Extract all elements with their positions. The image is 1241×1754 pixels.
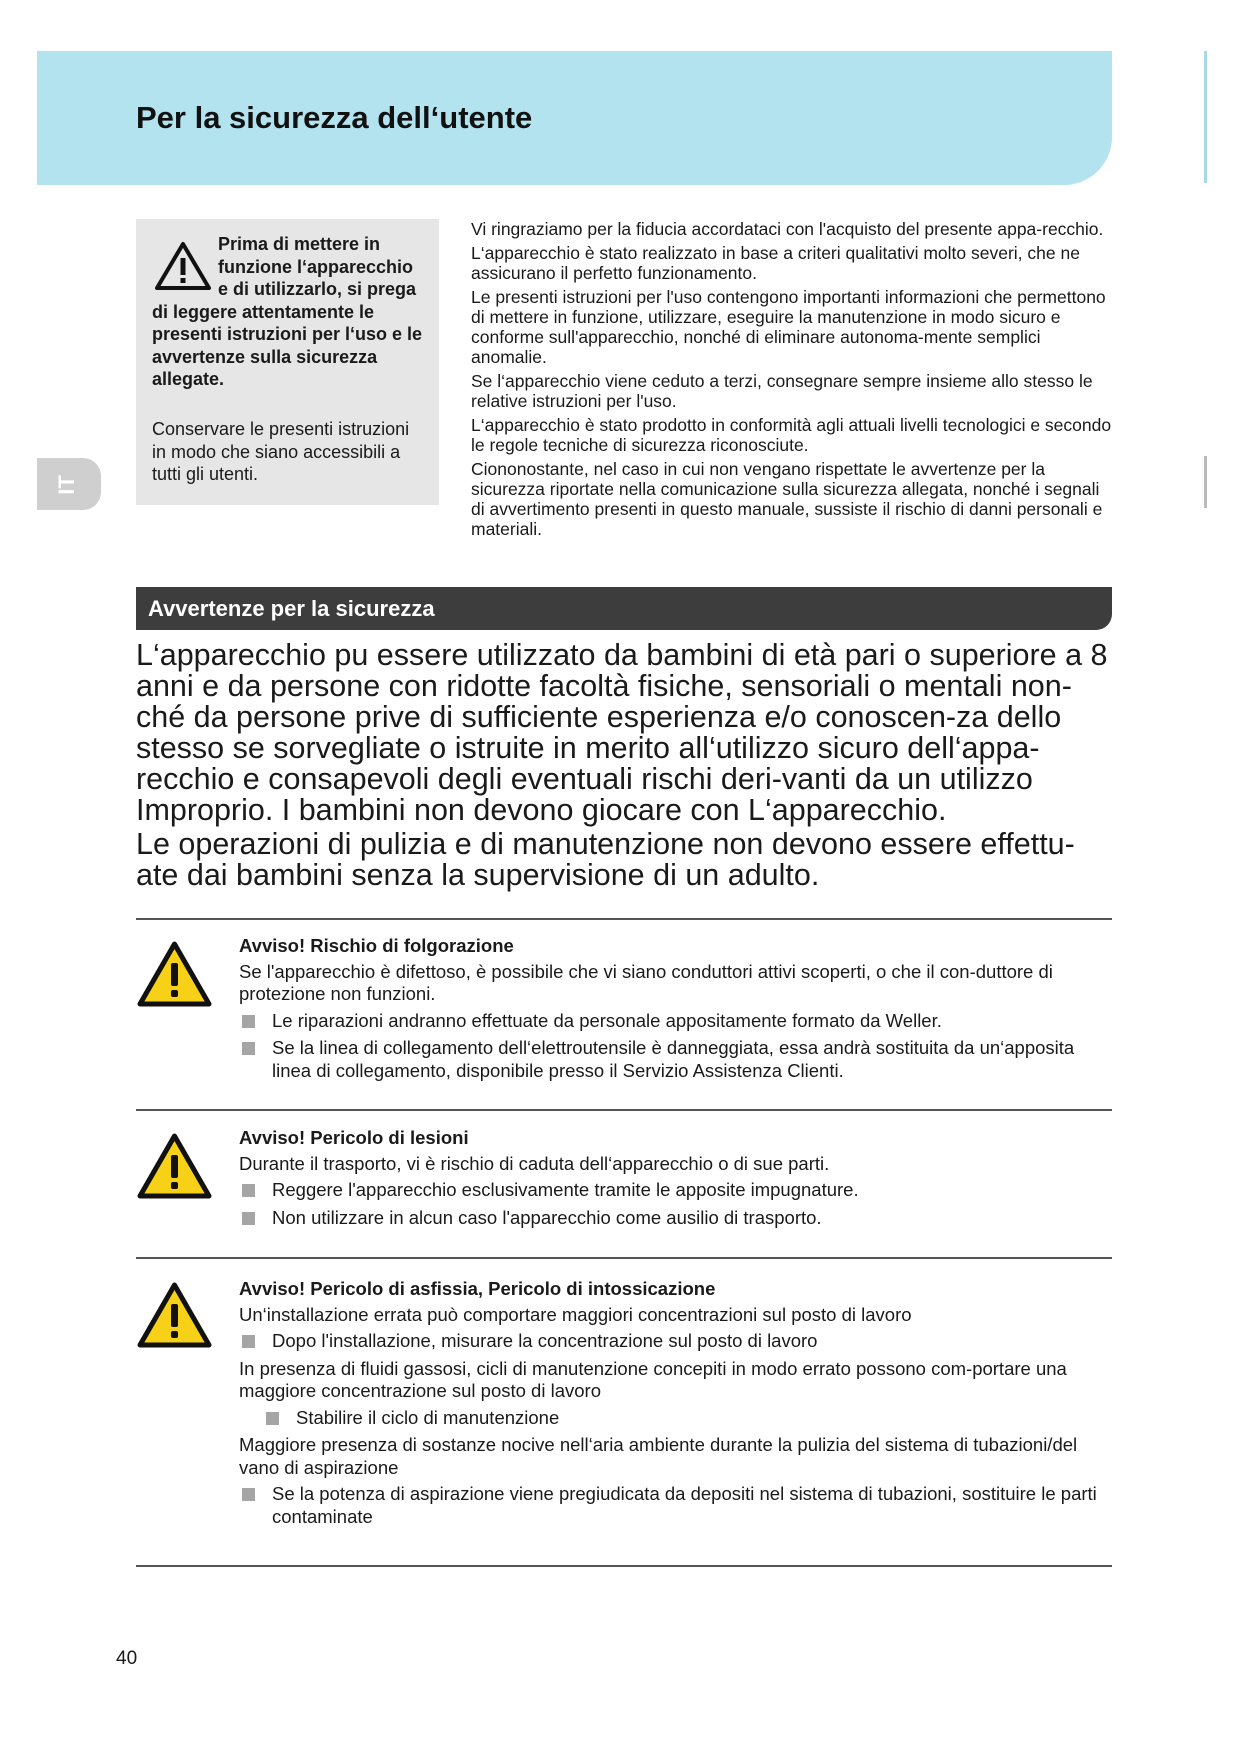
bullet-square-icon — [242, 1488, 255, 1501]
warning-bullets — [239, 1010, 1109, 1083]
bullet-text: Se la linea di collegamento dell‘elettroutensile è danneggiata, essa andrà sostituita da un‘apposita linea di collegamento, disponibile presso il Servizio Assistenza Clienti. — [272, 1037, 1075, 1081]
divider — [136, 918, 1112, 920]
intro-paragraph: Se l‘apparecchio viene ceduto a terzi, consegnare sempre insieme allo stesso le relative istruzioni per l'uso. — [471, 371, 1093, 411]
warning-description: Durante il trasporto, vi è rischio di caduta dell‘apparecchio o di sue parti. — [239, 1152, 830, 1174]
page-title: Per la sicurezza dell‘utente — [136, 100, 533, 135]
page-number: 40 — [116, 1648, 138, 1669]
warning-bullets — [239, 1407, 1109, 1430]
list-item — [239, 1207, 1109, 1230]
bullet-text: Reggere l'apparecchio esclusivamente tramite le apposite impugnature. — [272, 1179, 859, 1200]
list-item — [239, 1330, 1109, 1353]
list-item — [239, 1179, 1109, 1202]
warning-title: Avviso! Pericolo di asfissia, Pericolo di intossicazione — [239, 1278, 716, 1299]
intro-paragraph: L‘apparecchio è stato realizzato in base a criteri qualitativi molto severi, che ne assicurano il perfetto funzionamento. — [471, 243, 1080, 283]
divider — [136, 1257, 1112, 1259]
warning-triangle-icon — [137, 1133, 212, 1199]
info-box-bold-text — [152, 233, 428, 391]
bullet-square-icon — [242, 1212, 255, 1225]
section-header — [136, 587, 1112, 630]
intro-paragraph: Le presenti istruzioni per l'uso contengono importanti informazioni che permettono di mettere in funzione, utilizzare, eseguire la manutenzione in modo sicuro e conforme sull'apparecchio, nonché di eliminare autonoma-mente semplici anomalie. — [471, 287, 1106, 367]
warning-bullets — [239, 1483, 1109, 1528]
bullet-text: Le riparazioni andranno effettuate da personale appositamente formato da Weller. — [272, 1009, 942, 1031]
bullet-square-icon — [242, 1184, 255, 1197]
edge-line-mid — [1204, 456, 1207, 508]
bullet-text: Non utilizzare in alcun caso l'apparecchio come ausilio di trasporto. — [272, 1206, 822, 1228]
warning-triangle-icon — [137, 941, 212, 1007]
intro-paragraph: L‘apparecchio è stato prodotto in conformità agli attuali livelli tecnologici e secondo le regole tecniche di sicurezza riconosciute. — [471, 415, 1112, 455]
bullet-square-icon — [242, 1335, 255, 1348]
warning-title: Avviso! Pericolo di lesioni — [239, 1127, 469, 1148]
child-safety-notice — [136, 640, 1116, 894]
info-box — [136, 219, 439, 505]
edge-line-top — [1204, 51, 1207, 183]
language-tab-label: IT — [54, 475, 79, 495]
warning-description: Se l'apparecchio è difettoso, è possibile che vi siano conduttori attivi scoperti, o che il con-duttore di protezione non funzioni. — [239, 960, 1053, 1004]
warning-text — [239, 1278, 1109, 1533]
warning-description: In presenza di fluidi gassosi, cicli di manutenzione concepiti in modo errato possono com-portare una maggiore concentrazione sul posto di lavoro — [239, 1357, 1067, 1401]
warning-text — [239, 1127, 1109, 1234]
bullet-square-icon — [266, 1412, 279, 1425]
bullet-text: Dopo l'installazione, misurare la concentrazione sul posto di lavoro — [272, 1330, 818, 1351]
intro-paragraph: Ciononostante, nel caso in cui non vengano rispettate le avvertenze per la sicurezza riportate nella comunicazione sulla sicurezza allegata, nonché i segnali di avvertimento presenti in questo manuale, sussiste il rischio di danni personali e materiali. — [471, 459, 1103, 539]
warning-text — [239, 935, 1109, 1087]
list-item — [239, 1037, 1109, 1082]
intro-text — [471, 219, 1116, 543]
bullet-square-icon — [242, 1015, 255, 1028]
divider — [136, 1565, 1112, 1567]
bullet-text: Se la potenza di aspirazione viene pregiudicata da depositi nel sistema di tubazioni, sostituire le parti contaminate — [272, 1483, 1097, 1527]
divider — [136, 1109, 1112, 1111]
bullet-text: Stabilire il ciclo di manutenzione — [296, 1406, 560, 1428]
list-item — [239, 1010, 1109, 1033]
intro-paragraph: Vi ringraziamo per la fiducia accordataci con l'acquisto del presente appa-recchio. — [471, 219, 1104, 239]
section-title: Avvertenze per la sicurezza — [148, 596, 435, 621]
warning-bullets — [239, 1179, 1109, 1229]
notice-paragraph: Le operazioni di pulizia e di manutenzione non devono essere effettu-ate dai bambini senza la supervisione di un adulto. — [136, 827, 1075, 892]
warning-description: Maggiore presenza di sostanze nocive nell‘aria ambiente durante la pulizia del sistema di tubazioni/del vano di aspirazione — [239, 1434, 1078, 1478]
warning-triangle-icon — [137, 1282, 212, 1348]
notice-paragraph: L‘apparecchio pu essere utilizzato da bambini di età pari o superiore a 8 anni e da persone con ridotte facoltà fisiche, sensoriali o mentali non-ché da persone prive di sufficiente esperienza e/o conoscen-za dello stesso se sorvegliate o istruite in merito all‘utilizzo sicuro dell‘appa-recchio e consapevoli degli eventuali rischi deri-vanti da un utilizzo Improprio. I bambini non devono giocare con L‘apparecchio. — [136, 638, 1108, 827]
bullet-square-icon — [242, 1042, 255, 1055]
warning-bullets — [239, 1330, 1109, 1353]
warning-title: Avviso! Rischio di folgorazione — [239, 935, 514, 956]
info-box-normal-text: Conservare le presenti istruzioni in modo che siano accessibili a tutti gli utenti. — [152, 419, 410, 484]
warning-description: Un‘installazione errata può comportare maggiori concentrazioni sul posto di lavoro — [239, 1303, 912, 1325]
language-tab — [37, 458, 101, 510]
info-box-bold-content: Prima di mettere in funzione l‘apparecchio e di utilizzarlo, si prega di leggere attentamente le presenti istruzioni per l‘uso e le avvertenze sulla sicurezza allegate. — [152, 234, 423, 389]
list-item — [239, 1407, 1109, 1430]
list-item — [239, 1483, 1109, 1528]
